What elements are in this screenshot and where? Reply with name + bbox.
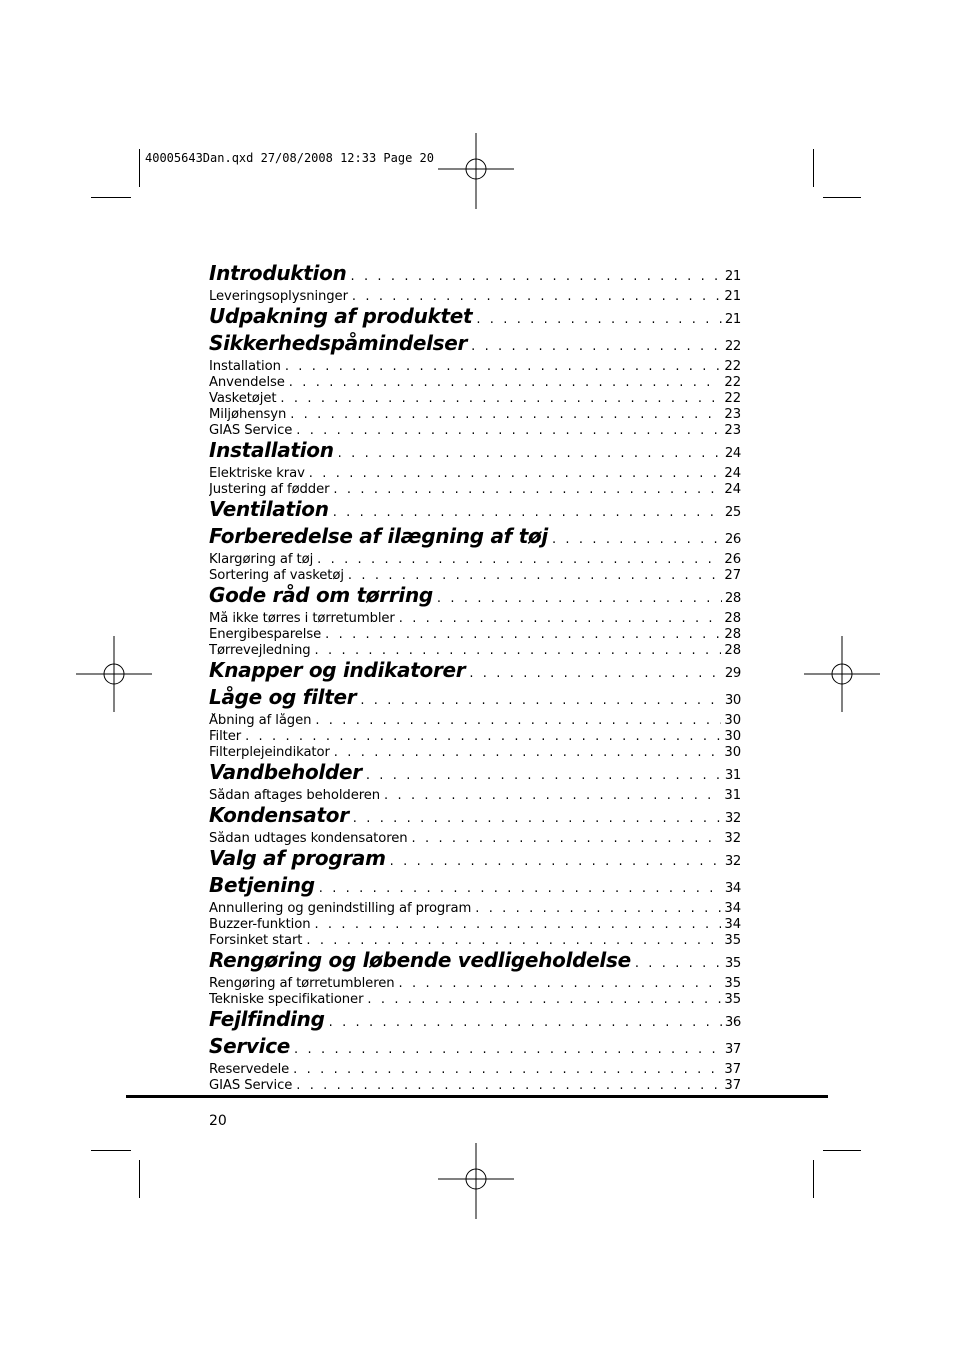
toc-heading[interactable] — [209, 331, 741, 359]
toc-label: Sortering af vasketøj — [209, 568, 344, 583]
toc-page-number: 22 — [724, 375, 741, 390]
toc-leader-dots — [315, 713, 721, 729]
toc-leader-dots — [285, 359, 722, 375]
toc-page-number: 22 — [724, 391, 741, 406]
toc-heading[interactable] — [209, 438, 741, 466]
toc-page-number: 37 — [724, 1078, 741, 1093]
toc-heading[interactable] — [209, 1007, 741, 1035]
toc-label: Installation — [209, 359, 281, 374]
toc-heading[interactable] — [209, 583, 741, 611]
toc-page-number: 32 — [724, 831, 741, 846]
toc-page-number: 28 — [724, 591, 741, 606]
toc-page-number: 32 — [724, 811, 741, 826]
toc-leader-dots — [476, 308, 722, 332]
toc-leader-dots — [360, 689, 722, 713]
toc-leader-dots — [437, 587, 722, 611]
toc-leader-dots — [333, 482, 721, 498]
toc-heading[interactable] — [209, 685, 741, 713]
toc-label: Tørrevejledning — [209, 643, 311, 658]
toc-heading[interactable] — [209, 1034, 741, 1062]
toc-label: Elektriske krav — [209, 466, 305, 481]
toc-leader-dots — [338, 442, 722, 466]
crop-mark-top-right-vertical — [813, 149, 814, 187]
toc-page-number: 30 — [724, 729, 741, 744]
registration-mark-bottom-icon — [438, 1143, 514, 1219]
toc-leader-dots — [334, 745, 722, 761]
toc-page-number: 24 — [724, 446, 741, 461]
toc-page-number: 21 — [724, 312, 741, 327]
footer-rule — [126, 1095, 828, 1098]
toc-label: Vandbeholder — [209, 760, 362, 784]
toc-page-number: 24 — [724, 466, 741, 481]
toc-label: Åbning af lågen — [209, 713, 312, 728]
toc-label: Rengøring og løbende vedligeholdelse — [209, 948, 631, 972]
toc-page-number: 37 — [724, 1062, 741, 1077]
toc-page-number: 26 — [724, 532, 741, 547]
toc-page-number: 24 — [724, 482, 741, 497]
toc-leader-dots — [314, 917, 721, 933]
toc-leader-dots — [412, 831, 722, 847]
toc-subentry[interactable] — [209, 289, 741, 305]
toc-leader-dots — [352, 289, 722, 305]
toc-leader-dots — [309, 466, 722, 482]
toc-label: Låge og filter — [209, 685, 357, 709]
toc-label: Filterplejeindikator — [209, 745, 330, 760]
crop-mark-bottom-right-vertical — [813, 1160, 814, 1198]
toc-label: Klargøring af tøj — [209, 552, 314, 567]
crop-mark-bottom-right-horizontal — [823, 1150, 861, 1151]
toc-label: GIAS Service — [209, 1078, 293, 1093]
toc-subentry[interactable] — [209, 976, 741, 992]
toc-subentry[interactable] — [209, 482, 741, 498]
toc-subentry[interactable] — [209, 552, 741, 568]
toc-label: Sikkerhedspåmindelser — [209, 331, 468, 355]
toc-page-number: 31 — [724, 768, 741, 783]
toc-page-number: 25 — [724, 505, 741, 520]
toc-page-number: 37 — [724, 1042, 741, 1057]
toc-heading[interactable] — [209, 873, 741, 901]
toc-label: Buzzer-funktion — [209, 917, 311, 932]
toc-leader-dots — [399, 976, 722, 992]
toc-subentry[interactable] — [209, 391, 741, 407]
toc-page-number: 32 — [724, 854, 741, 869]
toc-subentry[interactable] — [209, 423, 741, 439]
toc-leader-dots — [329, 1011, 722, 1035]
toc-label: Fejlfinding — [209, 1007, 325, 1031]
toc-page-number: 23 — [724, 423, 741, 438]
toc-heading[interactable] — [209, 261, 741, 289]
toc-subentry[interactable] — [209, 466, 741, 482]
toc-leader-dots — [390, 850, 722, 874]
toc-page-number: 34 — [724, 881, 741, 896]
toc-subentry[interactable] — [209, 627, 741, 643]
toc-heading[interactable] — [209, 524, 741, 552]
toc-label: Service — [209, 1034, 291, 1058]
toc-page-number: 35 — [724, 976, 741, 991]
toc-leader-dots — [280, 391, 721, 407]
toc-label: Installation — [209, 438, 334, 462]
toc-subentry[interactable] — [209, 788, 741, 804]
toc-label: Sådan udtages kondensatoren — [209, 831, 408, 846]
toc-page-number: 35 — [724, 992, 741, 1007]
toc-label: Tekniske specifikationer — [209, 992, 364, 1007]
table-of-contents — [209, 262, 741, 1094]
registration-mark-top-icon — [438, 133, 514, 209]
toc-page-number: 26 — [724, 552, 741, 567]
toc-page-number: 30 — [724, 713, 741, 728]
toc-heading[interactable] — [209, 658, 741, 686]
toc-subentry[interactable] — [209, 1062, 741, 1078]
toc-page-number: 28 — [724, 627, 741, 642]
toc-page-number: 35 — [724, 956, 741, 971]
toc-page-number: 34 — [724, 901, 741, 916]
toc-label: Forberedelse af ilægning af tøj — [209, 524, 548, 548]
toc-page-number: 22 — [724, 339, 741, 354]
toc-label: Må ikke tørres i tørretumbler — [209, 611, 395, 626]
toc-leader-dots — [348, 568, 721, 584]
toc-label: Ventilation — [209, 497, 329, 521]
toc-page-number: 27 — [724, 568, 741, 583]
toc-subentry[interactable] — [209, 713, 741, 729]
toc-heading[interactable] — [209, 803, 741, 831]
toc-subentry[interactable] — [209, 745, 741, 761]
toc-label: Betjening — [209, 873, 315, 897]
toc-label: Sådan aftages beholderen — [209, 788, 381, 803]
toc-label: Miljøhensyn — [209, 407, 287, 422]
toc-subentry[interactable] — [209, 831, 741, 847]
registration-mark-right-icon — [804, 636, 880, 712]
toc-page-number: 23 — [724, 407, 741, 422]
toc-heading[interactable] — [209, 948, 741, 976]
toc-label: Leveringsoplysninger — [209, 289, 348, 304]
toc-subentry[interactable] — [209, 1078, 741, 1094]
toc-page-number: 29 — [724, 666, 741, 681]
toc-label: Energibesparelse — [209, 627, 322, 642]
toc-page-number: 36 — [724, 1015, 741, 1030]
toc-label: Filter — [209, 729, 242, 744]
toc-page-number: 31 — [724, 788, 741, 803]
toc-subentry[interactable] — [209, 611, 741, 627]
toc-heading[interactable] — [209, 304, 741, 332]
toc-heading[interactable] — [209, 846, 741, 874]
toc-leader-dots — [245, 729, 721, 745]
toc-leader-dots — [315, 643, 722, 659]
toc-label: Justering af fødder — [209, 482, 330, 497]
crop-mark-bottom-left-vertical — [139, 1160, 140, 1198]
toc-page-number: 28 — [724, 643, 741, 658]
page-number: 20 — [209, 1113, 227, 1129]
crop-mark-top-left-horizontal — [91, 197, 131, 198]
toc-label: Annullering og genindstilling af program — [209, 901, 472, 916]
toc-leader-dots — [294, 1038, 722, 1062]
toc-label: Udpakning af produktet — [209, 304, 473, 328]
toc-label: Kondensator — [209, 803, 349, 827]
toc-leader-dots — [471, 335, 722, 359]
crop-mark-top-right-horizontal — [823, 197, 861, 198]
toc-leader-dots — [353, 807, 722, 831]
toc-label: Forsinket start — [209, 933, 303, 948]
toc-leader-dots — [296, 423, 721, 439]
toc-subentry[interactable] — [209, 933, 741, 949]
toc-page-number: 22 — [724, 359, 741, 374]
toc-page-number: 28 — [724, 611, 741, 626]
toc-label: Gode råd om tørring — [209, 583, 433, 607]
crop-mark-bottom-left-horizontal — [91, 1150, 131, 1151]
toc-subentry[interactable] — [209, 729, 741, 745]
toc-subentry[interactable] — [209, 407, 741, 423]
toc-subentry[interactable] — [209, 917, 741, 933]
toc-page-number: 21 — [724, 289, 741, 304]
toc-page-number: 21 — [724, 269, 741, 284]
toc-leader-dots — [289, 375, 722, 391]
toc-label: Reservedele — [209, 1062, 290, 1077]
toc-leader-dots — [319, 877, 722, 901]
toc-leader-dots — [384, 788, 721, 804]
toc-subentry[interactable] — [209, 901, 741, 917]
toc-label: Valg af program — [209, 846, 386, 870]
toc-heading[interactable] — [209, 760, 741, 788]
toc-leader-dots — [366, 764, 722, 788]
toc-label: Rengøring af tørretumbleren — [209, 976, 395, 991]
toc-leader-dots — [399, 611, 722, 627]
toc-page-number: 30 — [724, 693, 741, 708]
toc-leader-dots — [333, 501, 722, 525]
toc-label: GIAS Service — [209, 423, 293, 438]
toc-leader-dots — [317, 552, 721, 568]
crop-mark-top-left-vertical — [139, 149, 140, 187]
toc-leader-dots — [469, 662, 721, 686]
toc-label: Introduktion — [209, 261, 347, 285]
toc-leader-dots — [290, 407, 721, 423]
toc-leader-dots — [306, 933, 721, 949]
toc-leader-dots — [293, 1062, 721, 1078]
toc-page-number: 34 — [724, 917, 741, 932]
toc-label: Vasketøjet — [209, 391, 277, 406]
toc-subentry[interactable] — [209, 568, 741, 584]
toc-subentry[interactable] — [209, 359, 741, 375]
toc-label: Anvendelse — [209, 375, 285, 390]
toc-leader-dots — [367, 992, 721, 1008]
toc-heading[interactable] — [209, 497, 741, 525]
toc-label: Knapper og indikatorer — [209, 658, 466, 682]
toc-leader-dots — [296, 1078, 721, 1094]
toc-page-number: 35 — [724, 933, 741, 948]
toc-leader-dots — [475, 901, 721, 917]
toc-subentry[interactable] — [209, 643, 741, 659]
toc-subentry[interactable] — [209, 375, 741, 391]
toc-leader-dots — [351, 265, 722, 289]
toc-leader-dots — [552, 528, 722, 552]
toc-page-number: 30 — [724, 745, 741, 760]
toc-leader-dots — [635, 952, 722, 976]
toc-subentry[interactable] — [209, 992, 741, 1008]
print-slug: 40005643Dan.qxd 27/08/2008 12:33 Page 20 — [145, 151, 434, 165]
toc-leader-dots — [325, 627, 721, 643]
registration-mark-left-icon — [76, 636, 152, 712]
